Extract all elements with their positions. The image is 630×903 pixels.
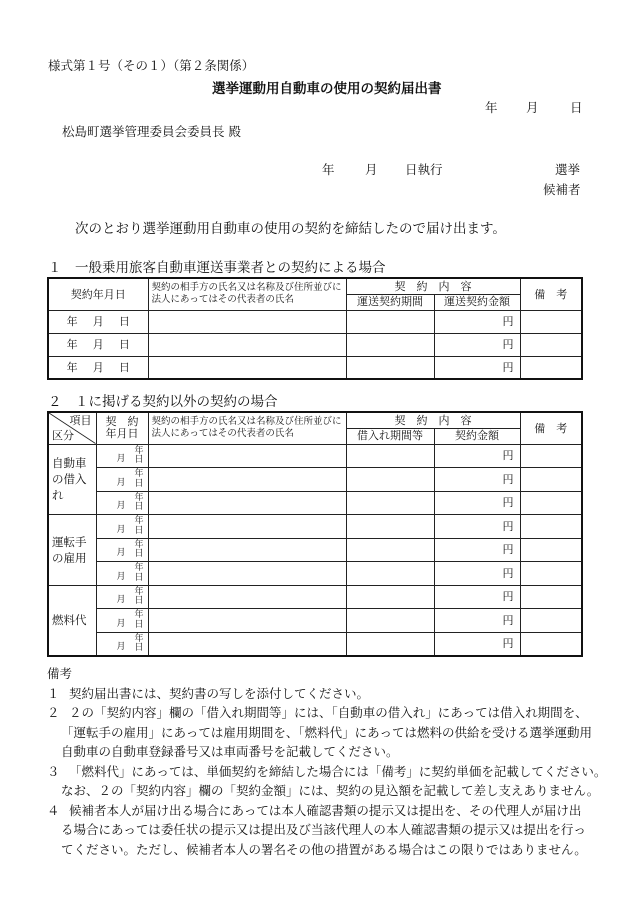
header-remarks: 備 考 [520,412,582,444]
date-part: 年 [134,445,144,456]
addressee: 松島町選挙管理委員会委員長 殿 [62,124,241,139]
header-category: 区分 [52,429,74,443]
contract-date-cell[interactable] [96,515,148,539]
amount-cell[interactable]: 円 [434,562,520,586]
note-text: 「燃料代」にあっては、単価契約を締結した場合には「備考」に契約単価を記載してください。 [69,763,607,779]
party-cell[interactable] [148,562,346,586]
note-line [47,801,607,821]
header-contract-date: 契約年月日 [48,278,148,310]
date-part: 月 [116,524,126,535]
period-cell[interactable] [346,562,434,586]
amount-cell[interactable]: 円 [434,356,520,379]
note-text: てください。ただし、候補者本人の署名その他の措置がある場合はこの限りではありません。 [61,841,587,857]
header-contract-content: 契 約 内 容 [346,412,520,428]
category-label: 運転手の雇用 [48,515,96,586]
date-part: 年 [134,563,144,573]
header-period: 運送契約期間 [346,294,434,310]
remarks-cell[interactable] [520,444,582,468]
header-remarks: 備 考 [520,278,582,310]
table-row [48,538,582,562]
period-cell[interactable] [346,585,434,609]
remarks-cell[interactable] [520,333,582,356]
table-row [48,468,582,492]
row-year: 年 [66,360,78,374]
remarks-cell[interactable] [520,310,582,333]
intro-text: 次のとおり選挙運動用自動車の使用の契約を締結したので届け出ます。 [75,221,506,237]
party-cell[interactable] [148,468,346,492]
party-cell[interactable] [148,515,346,539]
contract-date-cell[interactable] [96,609,148,633]
party-cell[interactable] [148,444,346,468]
remarks-cell[interactable] [520,562,582,586]
header-amount: 契約金額 [434,428,520,444]
date-part: 年 [134,516,144,526]
note-line [47,762,607,782]
date-part: 月 [116,454,126,465]
row-year: 年 [66,337,78,351]
remarks-cell[interactable] [520,609,582,633]
note-number: ３ [47,763,60,779]
row-month: 月 [92,360,104,374]
header-period: 借入れ期間等 [346,428,434,444]
note-number: ４ [47,802,60,818]
date-part: 日 [134,596,144,607]
row-month: 月 [92,337,104,351]
period-cell[interactable] [346,356,434,379]
note-text: なお、２の「契約内容」欄の「契約金額」には、契約の見込額を記載して差し支えありません。 [61,783,600,798]
party-cell[interactable] [148,491,346,515]
contract-date-cell[interactable] [96,444,148,468]
period-cell[interactable] [346,468,434,492]
date-part: 日 [134,502,144,513]
header-amount: 運送契約金額 [434,294,520,310]
note-line [47,684,607,704]
period-cell[interactable] [346,538,434,562]
contract-date-cell[interactable] [96,632,148,656]
item-category-header [48,412,96,444]
header-contract-date-2: 年月日 [105,427,139,441]
period-cell[interactable] [346,310,434,333]
party-cell[interactable] [148,356,346,379]
row-day: 日 [118,314,130,328]
note-number: ２ [47,705,60,720]
date-part: 日 [134,572,144,583]
date-part: 年 [134,469,144,479]
date-year: 年 [485,100,498,115]
date-part: 月 [116,641,126,652]
row-day: 日 [118,360,130,374]
candidate-label: 候補者 [543,182,581,197]
note-text: ２の「契約内容」欄の「借入れ期間等」には、「自動車の借入れ」にあっては借入れ期間を、 [69,705,588,720]
page-title: 選挙運動用自動車の使用の契約届出書 [212,81,442,97]
note-line [47,781,607,801]
table-row [48,333,582,356]
party-cell[interactable] [148,585,346,609]
election-day: 日執行 [405,162,443,177]
remarks-cell[interactable] [520,356,582,379]
notes [47,664,607,859]
amount-cell[interactable]: 円 [434,585,520,609]
period-cell[interactable] [346,333,434,356]
period-cell[interactable] [346,515,434,539]
row-day: 日 [118,337,130,351]
amount-cell[interactable]: 円 [434,538,520,562]
date-part: 日 [134,549,144,560]
table-row [48,515,582,539]
period-cell[interactable] [346,609,434,633]
table-row [48,632,582,656]
date-part: 日 [134,619,144,630]
amount-cell[interactable]: 円 [434,632,520,656]
amount-cell[interactable]: 円 [434,491,520,515]
date-part: 月 [116,571,126,582]
contract-date-cell[interactable] [96,468,148,492]
note-line [47,840,607,860]
date-part: 日 [134,455,144,466]
note-text: 契約届出書には、契約書の写しを添付してください。 [69,685,370,701]
row-month: 月 [92,314,104,328]
party-cell[interactable] [148,538,346,562]
table-row [48,562,582,586]
remarks-cell[interactable] [520,491,582,515]
note-line [47,820,607,840]
contract-date-cell[interactable] [96,538,148,562]
party-cell[interactable] [148,333,346,356]
note-line [47,742,607,762]
date-part: 月 [116,618,126,629]
note-text: 「運転手の雇用」にあっては雇用期間を、「燃料代」にあっては燃料の供給を受ける選挙運動用 [61,724,593,740]
period-cell[interactable] [346,491,434,515]
date-part: 月 [116,548,126,559]
note-number: １ [47,685,60,701]
table-row [48,491,582,515]
section1-table [47,277,583,380]
table-row [48,609,582,633]
category-label: 自動車の借入れ [48,444,96,515]
note-text: 自動車の自動車登録番号又は車両番号を記載してください。 [61,744,399,759]
category-label: 燃料代 [48,585,96,656]
date-part: 月 [116,477,126,488]
date-month: 月 [526,100,539,115]
party-cell[interactable] [148,609,346,633]
date-part: 日 [134,525,144,536]
header-item: 項目 [69,414,92,427]
date-part: 年 [134,539,144,550]
header-party: 契約の相手方の氏名又は名称及び住所並びに法人にあってはその代表者の氏名 [148,278,346,310]
date-part: 年 [134,492,144,503]
header-party: 契約の相手方の氏名又は名称及び住所並びに法人にあってはその代表者の氏名 [148,412,346,444]
period-cell[interactable] [346,444,434,468]
form-id: 様式第１号（その１）（第２条関係） [48,58,255,73]
note-line [47,703,607,723]
section2-table [47,411,583,657]
table-row [48,356,582,379]
date-part: 日 [134,642,144,653]
date-part: 月 [116,595,126,606]
remarks-cell[interactable] [520,468,582,492]
table-row [48,444,582,468]
contract-date-cell[interactable] [96,491,148,515]
contract-date-cell[interactable] [96,562,148,586]
note-line [47,723,607,743]
date-part: 年 [134,633,144,644]
amount-cell[interactable]: 円 [434,468,520,492]
date-day: 日 [570,100,583,115]
date-part: 日 [134,478,144,489]
election-month: 月 [365,162,378,177]
period-cell[interactable] [346,632,434,656]
header-contract-date-1: 契 約 [105,414,139,428]
notes-title: 備考 [47,666,73,681]
amount-cell[interactable]: 円 [434,609,520,633]
amount-cell[interactable]: 円 [434,310,520,333]
table-row [48,585,582,609]
amount-cell[interactable]: 円 [434,444,520,468]
date-part: 月 [116,501,126,512]
remarks-cell[interactable] [520,632,582,656]
note-text: る場合にあっては委任状の提示又は提出及び当該代理人の本人確認書類の提示又は提出を行っ [61,822,586,837]
amount-cell[interactable]: 円 [434,515,520,539]
table-row [48,310,582,333]
section1-heading: １ 一般乗用旅客自動車運送事業者との契約による場合 [48,260,386,276]
date-part: 年 [134,586,144,597]
row-year: 年 [66,314,78,328]
remarks-cell[interactable] [520,538,582,562]
header-contract-content: 契 約 内 容 [346,278,520,294]
date-part: 年 [134,610,144,620]
contract-date-cell[interactable] [96,585,148,609]
amount-cell[interactable]: 円 [434,333,520,356]
party-cell[interactable] [148,632,346,656]
remarks-cell[interactable] [520,515,582,539]
remarks-cell[interactable] [520,585,582,609]
section2-heading: ２ １に掲げる契約以外の契約の場合 [48,394,278,410]
party-cell[interactable] [148,310,346,333]
note-text: 候補者本人が届け出る場合にあっては本人確認書類の提示又は提出を、その代理人が届け出 [69,802,582,818]
election-label: 選挙 [555,162,581,177]
election-year: 年 [322,162,335,177]
